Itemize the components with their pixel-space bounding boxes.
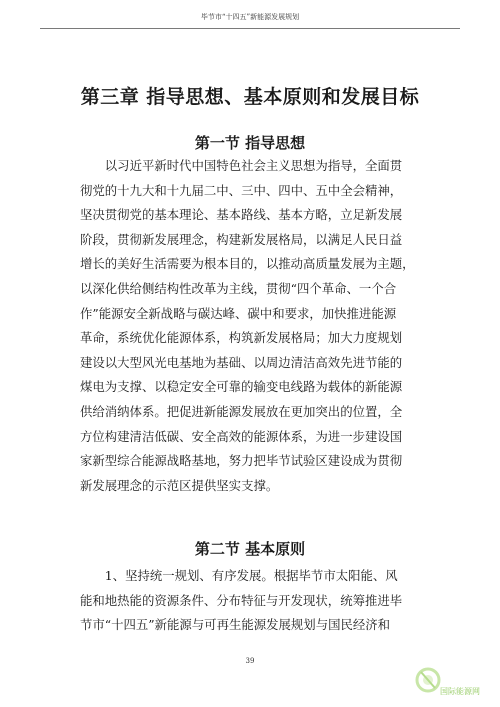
body-line: 能和地热能的资源条件、分布特征与开发现状，统筹推进毕 <box>80 592 403 608</box>
body-line: 供给消纳体系。把促进新能源发展放在更加突出的位置，全 <box>80 403 403 419</box>
running-header: 毕节市“十四五”新能源发展规划 <box>200 13 300 21</box>
section-1-title: 第一节 指导思想 <box>194 134 306 152</box>
body-line: 革命，系统优化能源体系，构筑新发展格局；加大力度规划 <box>80 330 403 346</box>
body-line: 建设以大型风光电基地为基础、以周边清洁高效先进节能的 <box>80 354 403 370</box>
body-line: 坚决贯彻党的基本理论、基本路线、基本方略，立足新发展 <box>80 207 403 223</box>
body-line: 以习近平新时代中国特色社会主义思想为指导，全面贯 <box>104 158 403 173</box>
body-line: 节市“十四五”新能源与可再生能源发展规划与国民经济和 <box>80 617 391 633</box>
body-line: 以深化供给侧结构性改革为主线，贯彻“四个革命、一个合 <box>80 280 397 296</box>
section-1-body <box>80 154 430 498</box>
page-number: 39 <box>245 657 255 665</box>
body-line: 方位构建清洁低碳、安全高效的能源体系，为进一步建设国 <box>80 428 403 444</box>
body-line: 作”能源安全新战略与碳达峰、碳中和要求，加快推进能源 <box>80 305 397 321</box>
body-line: 1、坚持统一规划、有序发展。根据毕节市太阳能、风 <box>104 568 398 583</box>
watermark-text: 国际能源网 <box>440 687 480 696</box>
body-line: 煤电为支撑、以稳定安全可靠的输变电线路为载体的新能源 <box>80 379 403 395</box>
chapter-title: 第三章 指导思想、基本原则和发展目标 <box>80 86 420 108</box>
section-2-title: 第二节 基本原则 <box>194 540 306 558</box>
body-line: 阶段，贯彻新发展理念，构建新发展格局，以满足人民日益 <box>80 231 403 247</box>
header-rule <box>40 28 460 29</box>
section-2-body <box>80 564 430 638</box>
body-line: 彻党的十九大和十九届二中、三中、四中、五中全会精神， <box>80 182 403 198</box>
body-line: 增长的美好生活需要为根本目的，以推动高质量发展为主题， <box>80 256 415 272</box>
body-line: 家新型综合能源战略基地，努力把毕节试验区建设成为贯彻 <box>80 453 403 469</box>
body-line: 新发展理念的示范区提供坚实支撑。 <box>80 477 279 493</box>
